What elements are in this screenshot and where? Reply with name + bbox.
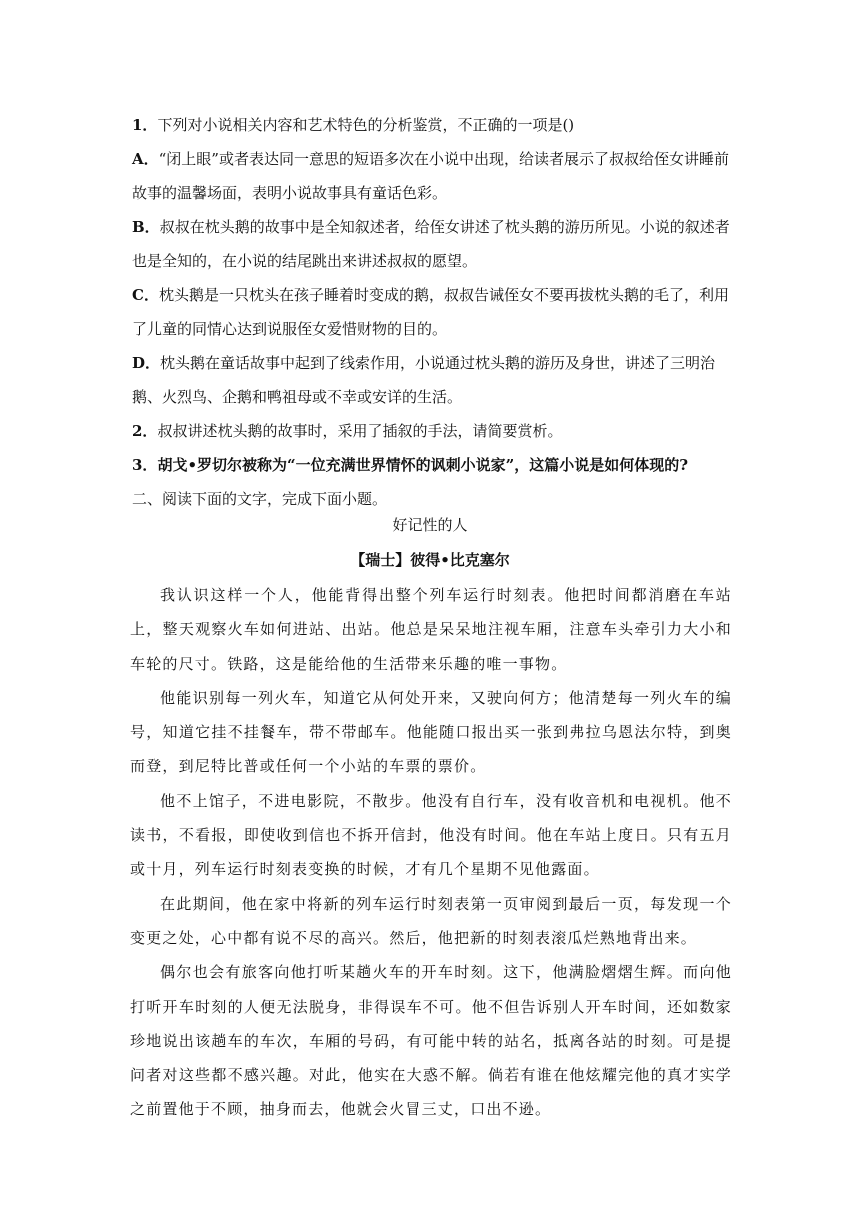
question-2 — [132, 414, 732, 448]
option-d-label: D． — [132, 354, 161, 372]
story-paragraph-2: 他能识别每一列火车，知道它从何处开来，又驶向何方；他清楚每一列火车的编号，知道它挂不挂餐车，带不带邮车。他能随口报出买一张到弗拉乌恩法尔特，到奥而登，到尼特比普或任何一个小站的车票的票价。 — [130, 688, 732, 776]
section-2-heading: 二、阅读下面的文字，完成下面小题。 — [132, 490, 388, 508]
question-1-number: 1． — [132, 116, 158, 134]
story-paragraph-5: 偶尔也会有旅客向他打听某趟火车的开车时刻。这下，他满脸熠熠生辉。而向他打听开车时刻的人便无法脱身，非得误车不可。他不但告诉别人开车时间，还如数家珍地说出该趟车的车次，车厢的号码，有可能中转的站名，抵离各站的时刻。可是提问者对这些都不感兴趣。对此，他实在大惑不解。倘若有谁在他炫耀完他的真才实学之前置他于不顾，抽身而去，他就会火冒三丈，口出不逊。 — [130, 963, 732, 1119]
story-paragraph-1: 我认识这样一个人，他能背得出整个列车运行时刻表。他把时间都消磨在车站上，整天观察火车如何进站、出站。他总是呆呆地注视车厢，注意车头牵引力大小和车轮的尺寸。铁路，这是能给他的生活带来乐趣的唯一事物。 — [130, 586, 732, 673]
option-c-label: C． — [132, 286, 159, 304]
story-author: 【瑞士】彼得•比克塞尔 — [350, 551, 510, 569]
option-a — [132, 142, 732, 210]
option-a-text: “闭上眼”或者表达同一意思的短语多次在小说中出现，给读者展示了叔叔给侄女讲睡前故事的温馨场面，表明小说故事具有童话色彩。 — [132, 150, 729, 202]
question-2-text: 叔叔讲述枕头鹅的故事时，采用了插叙的手法，请简要赏析。 — [157, 422, 563, 440]
option-c — [132, 278, 732, 346]
story-title: 好记性的人 — [392, 516, 468, 534]
story-body — [130, 578, 732, 1127]
question-3-text: 胡戈•罗切尔被称为“一位充满世界情怀的讽刺小说家”，这篇小说是如何体现的? — [157, 456, 689, 474]
option-a-label: A． — [132, 150, 159, 168]
question-1 — [132, 108, 732, 142]
story-paragraph-3: 他不上馆子，不进电影院，不散步。他没有自行车，没有收音机和电视机。他不读书，不看报，即使收到信也不拆开信封，他没有时间。他在车站上度日。只有五月或十月，列车运行时刻表变换的时候，才有几个星期不见他露面。 — [130, 791, 732, 879]
question-1-text: 下列对小说相关内容和艺术特色的分析鉴赏，不正确的一项是() — [157, 116, 575, 134]
story-paragraph-4: 在此期间，他在家中将新的列车运行时刻表第一页审阅到最后一页，每发现一个变更之处，心中都有说不尽的高兴。然后，他把新的时刻表滚瓜烂熟地背出来。 — [130, 894, 732, 947]
option-d-text: 枕头鹅在童话故事中起到了线索作用，小说通过枕头鹅的游历及身世，讲述了三明治鹅、火烈鸟、企鹅和鸭祖母或不幸或安详的生活。 — [132, 354, 716, 406]
option-b-label: B． — [132, 218, 160, 236]
question-3-number: 3． — [132, 456, 158, 474]
option-b-text: 叔叔在枕头鹅的故事中是全知叙述者，给侄女讲述了枕头鹅的游历所见。小说的叙述者也是全知的，在小说的结尾跳出来讲述叔叔的愿望。 — [132, 218, 730, 270]
question-block — [132, 108, 732, 516]
question-3 — [132, 448, 732, 482]
option-b — [132, 210, 732, 278]
option-d — [132, 346, 732, 414]
option-c-text: 枕头鹅是一只枕头在孩子睡着时变成的鹅，叔叔告诫侄女不要再拔枕头鹅的毛了，利用了儿童的同情心达到说服侄女爱惜财物的目的。 — [132, 286, 729, 338]
question-2-number: 2． — [132, 422, 158, 440]
